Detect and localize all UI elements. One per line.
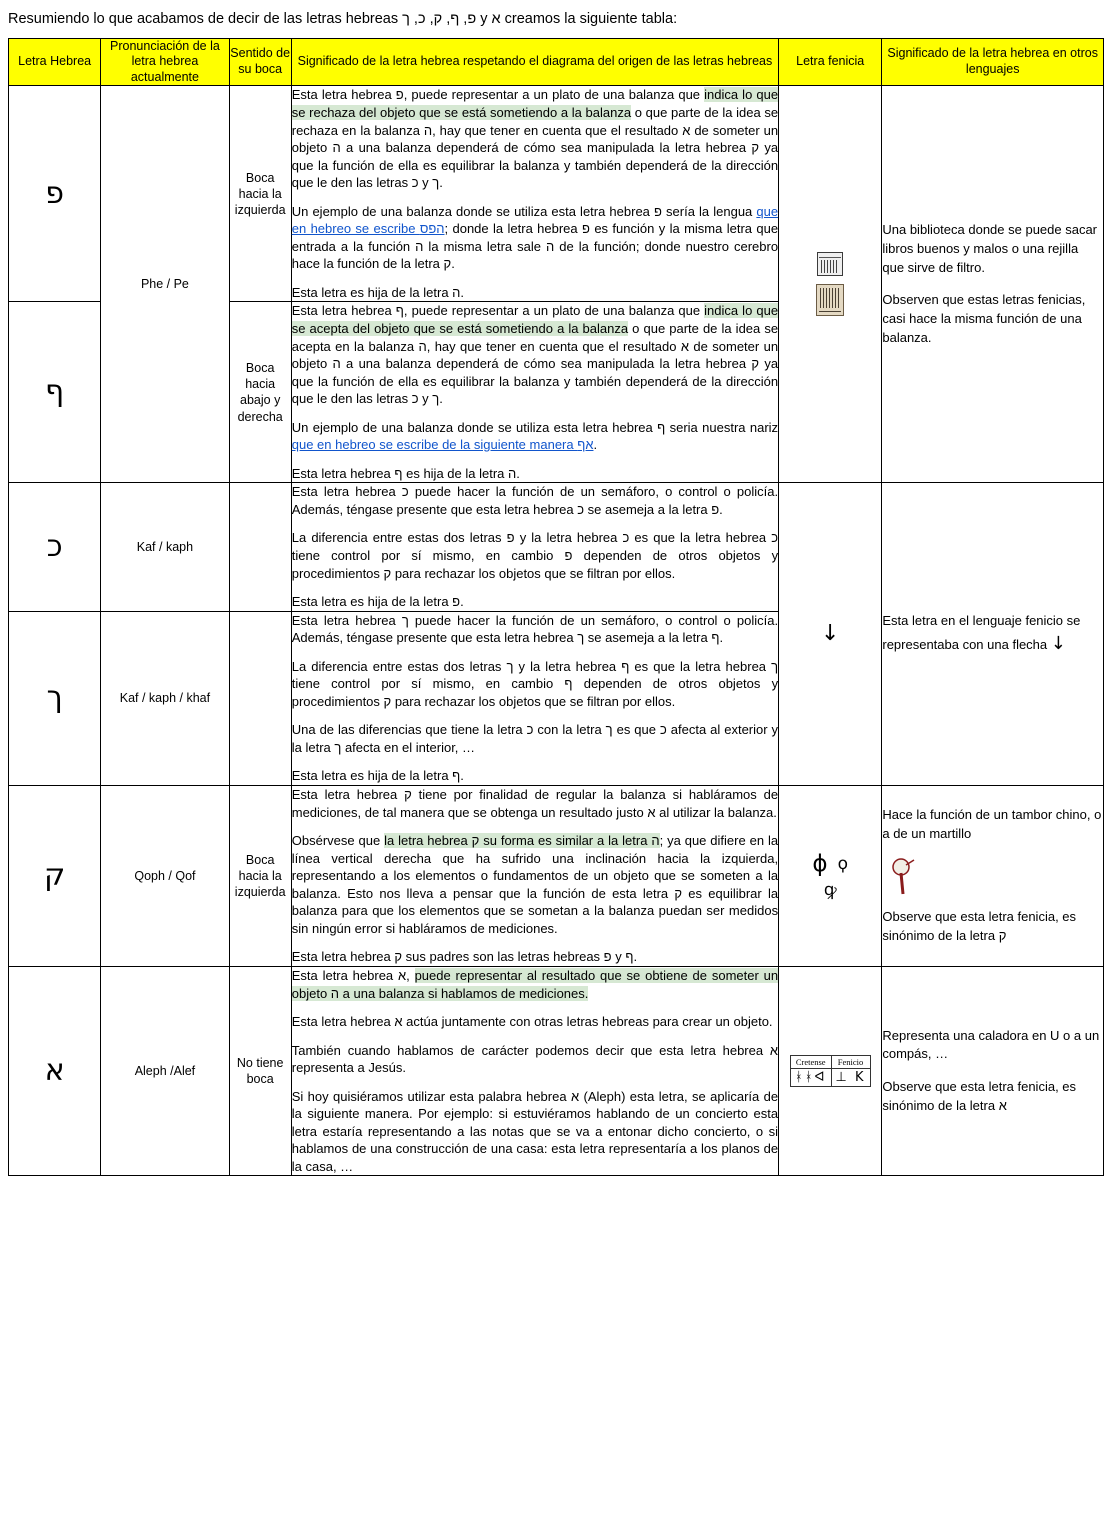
mouth-kaf	[229, 483, 291, 611]
meaning-kaf	[291, 483, 778, 611]
fe-hebrew-link[interactable]: que en hebreo se escribe de la siguiente manera אף	[291, 437, 594, 453]
kaf-final-p3: Una de las diferencias que tiene la letra כ con la letra ך es que כ afecta al exterior y la letra ך afecta en el interior, …	[291, 722, 779, 755]
pe-p2-a: Un ejemplo de una balanza donde se utiliza esta letra hebrea פ sería la lengua	[291, 203, 757, 219]
otros-kaf-cell	[882, 483, 1104, 786]
table-row	[9, 483, 1104, 611]
meaning-qoph	[291, 786, 778, 967]
letter-fe-final: ף	[9, 302, 101, 483]
qoph-p2-b: ; ya que difiere en la línea vertical derecha que ha sufrido una inclinación hacia la izquierda, representando a los elementos o fundamentos de un objeto que se someten a la balanza. Esto nos lleva a pensar que la función de esta letra ק es equilibrar la balanza para que los elementos que se sometan a la balanza puedan ser medidos sin ningún error si habláramos de mediciones.	[291, 833, 779, 936]
header-pronunciacion: Pronunciación de la letra hebrea actualmente	[101, 38, 229, 86]
otros-qoph-cell	[882, 786, 1104, 967]
header-letra-fenicia: Letra fenicia	[779, 38, 882, 86]
otros-pe-p2: Observen que estas letras fenicias, casi hace la misma función de una balanza.	[882, 292, 1086, 346]
mouth-qoph: Boca hacia la izquierda	[229, 786, 291, 967]
pron-kaf: Kaf / kaph	[101, 483, 229, 611]
fe-p1-a: Esta letra hebrea ף, puede representar a un plato de una balanza que	[291, 303, 705, 319]
pe-p1-highlight: indica lo que se rechaza del objeto que se está sometiendo a la balanza	[291, 87, 779, 120]
pron-kaf-final: Kaf / kaph / khaf	[101, 611, 229, 785]
meaning-fe-final	[291, 302, 778, 483]
qoph-glyph-row	[779, 850, 881, 877]
cretense-fenicio-table	[790, 1055, 871, 1087]
qoph-p2-highlight: la letra hebrea ק su forma es similar a la letra ה	[384, 833, 660, 849]
qoph-phoenician-icon-1: ϕ	[812, 850, 828, 877]
fenicia-kaf-cell	[779, 483, 882, 786]
aleph-p1-highlight: puede representar al resultado que se obtiene de someter un objeto ה a una balanza si hablamos de mediciones.	[291, 967, 779, 1001]
pron-qoph: Qoph / Qof	[101, 786, 229, 967]
meaning-aleph	[291, 966, 778, 1175]
kaf-p1: Esta letra hebrea כ puede hacer la función de un semáforo, o control o policía. Además, téngase presente que esta letra hebrea כ se asemeja a la letra פ.	[291, 484, 779, 517]
aleph-p2: Esta letra hebrea א actúa juntamente con otras letras hebreas para crear un objeto.	[291, 1014, 773, 1030]
fe-p1-highlight: indica lo que se acepta del objeto que se está sometiendo a la balanza	[291, 303, 779, 336]
otros-qoph-p1: Hace la función de un tambor chino, o a de un martillo	[882, 807, 1102, 842]
header-letra-hebrea: Letra Hebrea	[9, 38, 101, 86]
kaf-p2: La diferencia entre estas dos letras פ y la letra hebrea כ es que la letra hebrea כ tiene control por sí mismo, en cambio פ dependen de otros objetos y procedimientos ק para rechazar los objetos que se filtran por ellos.	[291, 530, 779, 581]
letter-aleph: א	[9, 966, 101, 1175]
kaf-final-p2: La diferencia entre estas dos letras ך y la letra hebrea ף es que la letra hebrea ך tiene control por sí mismo, en cambio ף dependen de otros objetos y procedimientos ק para rechazar los objetos que se filtran por ellos.	[291, 658, 779, 709]
aleph-p1-a: Esta letra hebrea א,	[291, 967, 415, 983]
fe-p2-b: .	[593, 437, 598, 453]
qoph-phoenician-icon-3: ꝙ	[823, 879, 837, 900]
hebrew-letters-table	[8, 38, 1104, 1177]
qoph-phoenician-icon-2: ϙ	[837, 853, 849, 874]
fenicio-glyphs: ⊥ K	[831, 1069, 870, 1087]
pron-aleph: Aleph /Alef	[101, 966, 229, 1175]
otros-aleph-p1: Representa una caladora en U o a un compás, …	[882, 1027, 1100, 1062]
fe-p3: Esta letra hebrea ף es hija de la letra ה.	[291, 465, 520, 481]
meaning-pe	[291, 86, 778, 302]
drum-icon	[888, 858, 1103, 898]
kaf-final-p1: Esta letra hebrea ך puede hacer la función de un semáforo, o control o policía. Además, téngase presente que esta letra hebrea ך se asemeja a la letra ף.	[291, 612, 779, 646]
fenicia-qoph-cell	[779, 786, 882, 967]
header-significado-diagrama: Significado de la letra hebrea respetando el diagrama del origen de las letras hebreas	[291, 38, 778, 86]
aleph-p3: También cuando hablamos de carácter podemos decir que esta letra hebrea א representa a Jesús.	[291, 1042, 779, 1076]
aleph-p4: Si hoy quisiéramos utilizar esta palabra hebrea א (Aleph) esta letra, se aplicaría de la siguiente manera. Por ejemplo: si estuviéramos hablando de un concierto esta letra estaría representando a las notas que se va a entonar dicho concierto, o si hablamos de una construcción de una casa: esta letra representaría a los planos de la casa, …	[291, 1088, 779, 1174]
table-row	[9, 86, 1104, 302]
header-significado-otros: Significado de la letra hebrea en otros lenguajes	[882, 38, 1104, 86]
otros-qoph-p2: Observe que esta letra fenicia, es sinónimo de la letra ק	[882, 908, 1077, 943]
kaf-final-p4: Esta letra es hija de la letra ף.	[291, 768, 464, 784]
qoph-p1: Esta letra hebrea ק tiene por finalidad de regular la balanza si habláramos de mediciones, de tal manera que se obtenga un resultado justo א al utilizar la balanza.	[291, 787, 779, 820]
otros-pe-cell	[882, 86, 1104, 483]
otros-aleph-p2: Observe que esta letra fenicia, es sinónimo de la letra א	[882, 1079, 1077, 1114]
fenicia-pe-glyphs	[779, 252, 881, 316]
down-arrow-icon: ↓	[821, 621, 840, 647]
mouth-aleph: No tiene boca	[229, 966, 291, 1175]
pe-p1-b: o que parte de la idea se rechaza en la balanza ה, hay que tener en cuenta que el resultado א de someter un objeto ה a una balanza dependerá de cómo sea manipulada la letra hebrea ק ya que la función de ella es equilibrar la balanza y también dependerá de la dirección que le den las letras כ y ך.	[291, 104, 779, 191]
kaf-p3: Esta letra es hija de la letra פ.	[291, 594, 464, 610]
down-arrow-inline-icon: ↓	[1050, 632, 1066, 654]
pe-hebrew-link[interactable]: que en hebreo se escribe הפס	[291, 203, 779, 237]
letter-qoph: ק	[9, 786, 101, 967]
letter-kaf: כ	[9, 483, 101, 611]
mouth-fe-final: Boca hacia abajo y derecha	[229, 302, 291, 483]
qoph-p2-a: Obsérvese que	[291, 833, 385, 849]
mouth-kaf-final	[229, 611, 291, 785]
grid-filter-icon	[816, 284, 844, 316]
meaning-kaf-final	[291, 611, 778, 785]
letter-pe: פ	[9, 86, 101, 302]
letter-kaf-final: ך	[9, 611, 101, 785]
table-header	[9, 38, 1104, 86]
qoph-p3: Esta letra hebrea ק sus padres son las letras hebreas פ y ף.	[291, 949, 638, 965]
pe-p1-a: Esta letra hebrea פ, puede representar a un plato de una balanza que	[291, 87, 705, 103]
fenicia-aleph-cell	[779, 966, 882, 1175]
pe-p3: Esta letra es hija de la letra ה.	[291, 284, 465, 300]
fenicio-header: Fenicio	[831, 1056, 870, 1069]
otros-pe-p1: Una biblioteca donde se puede sacar libros buenos y malos o una rejilla que sirve de filtro.	[882, 221, 1098, 275]
fe-p2-a: Un ejemplo de una balanza donde se utiliza esta letra hebrea ף seria nuestra nariz	[291, 419, 779, 435]
fe-p1-b: o que parte de la idea se acepta en la balanza ה, hay que tener en cuenta que el resultado א de someter un objeto ה a una balanza dependerá de cómo sea manipulada la letra hebrea ק ya que la función de ella es equilibrar la balanza y también dependerá de la dirección que le den las letras כ y ך.	[291, 321, 779, 407]
fenicia-pe-cell	[779, 86, 882, 483]
header-sentido-boca: Sentido de su boca	[229, 38, 291, 86]
abacus-icon	[817, 252, 843, 276]
cretense-header: Cretense	[790, 1056, 831, 1069]
otros-kaf-text: Esta letra en el lenguaje fenicio se representaba con una flecha	[882, 612, 1081, 652]
cretense-glyphs: ᚼᚼᐊ	[790, 1069, 831, 1087]
mouth-pe: Boca hacia la izquierda	[229, 86, 291, 302]
otros-aleph-cell	[882, 966, 1104, 1175]
pron-phe-pe: Phe / Pe	[101, 86, 229, 483]
table-row	[9, 966, 1104, 1175]
table-row	[9, 786, 1104, 967]
qoph-glyph-row-2	[779, 879, 881, 900]
pe-p2-b: ; donde la letra hebrea פ es función y la misma letra que entrada a la función ה la misma letra sale ה de la función; donde nuestro cerebro hace la función de la letra ק.	[291, 221, 779, 272]
table-header-row	[9, 38, 1104, 86]
intro-paragraph: Resumiendo lo que acabamos de decir de las letras hebreas פ, ף, ק, כ, ך y א creamos la siguiente tabla:	[8, 11, 678, 27]
